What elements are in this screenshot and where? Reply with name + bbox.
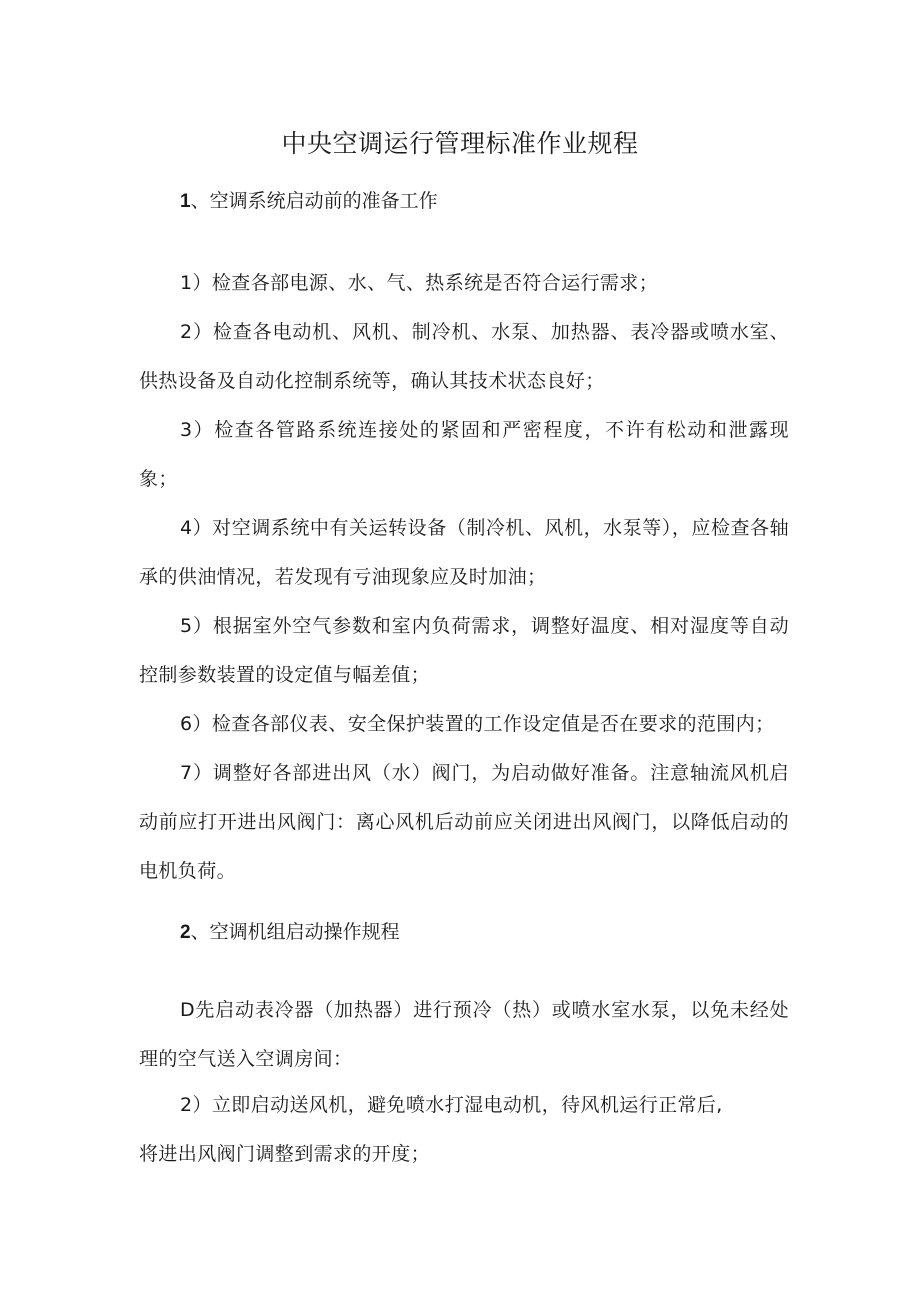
paragraph-item: 5）根据室外空气参数和室内负荷需求，调整好温度、相对湿度等自动控制参数装置的设定值与幅差值； <box>139 615 789 686</box>
paragraph-item: 6）检查各部仪表、安全保护装置的工作设定值是否在要求的范围内； <box>180 713 775 735</box>
paragraph-item: 3）检查各管路系统连接处的紧固和严密程度，不许有松动和泄露现象； <box>139 419 789 490</box>
paragraph-item: 7）调整好各部进出风（水）阀门，为启动做好准备。注意轴流风机启动前应打开进出风阀门：离心风机后动前应关闭进出风阀门，以降低启动的电机负荷。 <box>139 762 789 882</box>
section-heading-text: 、空调机组启动操作规程 <box>190 921 400 943</box>
paragraph-item: 4）对空调系统中有关运转设备（制冷机、风机，水泵等），应检查各轴承的供油情况，若发现有亏油现象应及时加油； <box>139 517 789 588</box>
section-heading-1 <box>180 186 438 217</box>
paragraph-line: 2）立即启动送风机，避免喷水打湿电动机，待风机运行正常后, <box>180 1094 723 1116</box>
section-number: 1 <box>180 191 191 212</box>
document-title: 中央空调运行管理标准作业规程 <box>281 129 639 158</box>
section-heading-text: 、空调系统启动前的准备工作 <box>190 190 438 212</box>
paragraph-item: 1）检查各部电源、水、气、热系统是否符合运行需求； <box>180 272 659 294</box>
section-heading-2 <box>180 917 400 948</box>
section-number: 2 <box>180 922 191 943</box>
paragraph-line: 将进出风阀门调整到需求的开度； <box>139 1143 431 1165</box>
paragraph-item: D先启动表冷器（加热器）进行预冷（热）或喷水室水泵，以免未经处理的空气送入空调房间： <box>139 999 789 1070</box>
paragraph-item: 2）检查各电动机、风机、制冷机、水泵、加热器、表冷器或喷水室、供热设备及自动化控制系统等，确认其技术状态良好； <box>139 321 789 392</box>
